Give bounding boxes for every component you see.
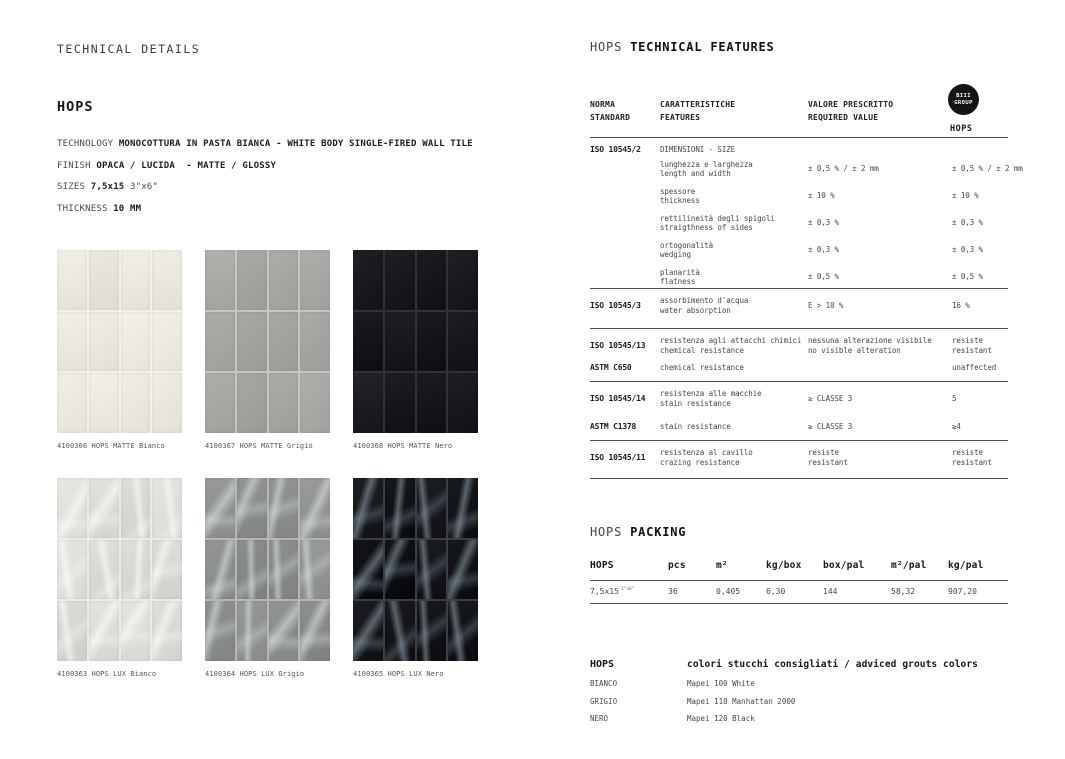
spec-list xyxy=(57,139,497,225)
required-value-cell xyxy=(808,218,952,228)
feature-line: chemical resistance xyxy=(660,345,744,355)
hops-value-cell xyxy=(952,336,1008,355)
feature-cell xyxy=(660,389,808,408)
tile xyxy=(205,250,235,310)
tile xyxy=(385,312,415,372)
value-line: ± 10 % xyxy=(952,191,979,201)
tile xyxy=(385,478,415,538)
tile xyxy=(57,540,87,600)
packing-row xyxy=(590,581,1008,604)
hops-value-cell xyxy=(952,448,1008,467)
grout-title-product: HOPS xyxy=(590,659,615,670)
feature-line: stain resistance xyxy=(660,422,731,431)
tile xyxy=(89,601,119,661)
tile xyxy=(237,250,267,310)
tile xyxy=(353,478,383,538)
tile-image xyxy=(353,478,478,661)
packing-size-cell xyxy=(590,587,668,596)
spec-line xyxy=(57,161,497,183)
tile-caption: 4100364 HOPS LUX Grigio xyxy=(205,670,305,678)
tile xyxy=(89,250,119,310)
feature-row xyxy=(590,187,1008,206)
spec-line xyxy=(57,139,497,161)
required-value-cell xyxy=(808,245,952,255)
tile xyxy=(57,601,87,661)
tile xyxy=(89,373,119,433)
header-valore-required xyxy=(808,98,893,124)
value-line: ± 0,3 % xyxy=(952,245,983,255)
required-line: ≥ CLASSE 3 xyxy=(808,422,853,431)
hops-value-cell xyxy=(952,218,1008,228)
packing-header: kg/pal xyxy=(948,560,984,571)
tile xyxy=(417,373,447,433)
feature-cell xyxy=(660,363,808,373)
tile-image xyxy=(57,250,182,433)
tile xyxy=(89,540,119,600)
header-valore-line2: REQUIRED VALUE xyxy=(808,113,879,122)
standard-cell: ASTM C1378 xyxy=(590,422,637,432)
grout-product: Mapei 110 Manhattan 2000 xyxy=(687,696,796,706)
feature-line: water absorption xyxy=(660,305,731,315)
standard-cell: ISO 10545/13 xyxy=(590,341,646,350)
value-line: resistant xyxy=(952,457,992,467)
tile xyxy=(448,478,478,538)
tile xyxy=(57,478,87,538)
packing-cell: 0,405 xyxy=(716,587,741,596)
tile xyxy=(417,540,447,600)
page-title: TECHNICAL DETAILS xyxy=(57,42,201,56)
feature-line: DIMENSIONI - SIZE xyxy=(660,145,736,154)
tile xyxy=(300,312,330,372)
biii-group-badge-icon xyxy=(948,84,979,115)
value-line: resiste xyxy=(952,448,983,457)
tile xyxy=(448,250,478,310)
gallery-matte xyxy=(57,250,478,450)
feature-row xyxy=(590,363,1008,373)
required-line: no visible alteration xyxy=(808,345,901,355)
header-caratteristiche-features xyxy=(660,98,735,124)
packing-header: m² xyxy=(716,560,728,571)
hops-value-cell xyxy=(952,245,1008,255)
value-line: ≥4 xyxy=(952,422,961,431)
packing-cell: 907,20 xyxy=(948,587,977,596)
tile xyxy=(385,373,415,433)
feature-row xyxy=(590,296,1008,315)
tile-caption: 4100363 HOPS LUX Bianco xyxy=(57,670,157,678)
tile xyxy=(300,540,330,600)
feature-line: crazing resistance xyxy=(660,457,740,467)
feature-cell xyxy=(660,296,808,315)
tile xyxy=(269,601,299,661)
packing-cell: 36 xyxy=(668,587,678,596)
required-line: resiste xyxy=(808,448,839,457)
tile-caption: 4100365 HOPS LUX Nero xyxy=(353,670,444,678)
tile xyxy=(300,478,330,538)
feature-line: ortogonalità xyxy=(660,240,713,250)
required-value-cell xyxy=(808,301,952,311)
packing-size-inches: 3"x6" xyxy=(620,587,635,593)
tile xyxy=(353,250,383,310)
feature-row xyxy=(590,214,1008,233)
tile xyxy=(417,250,447,310)
value-line: ± 0,5 % / ± 2 mm xyxy=(952,164,1023,174)
features-title-prefix: HOPS xyxy=(590,40,631,54)
tile-image xyxy=(205,250,330,433)
grout-product: Mapei 120 Black xyxy=(687,714,755,723)
tile xyxy=(300,601,330,661)
tile-caption: 4100368 HOPS MATTE Nero xyxy=(353,442,453,450)
required-line: ± 0,3 % xyxy=(808,245,839,255)
hops-value-cell xyxy=(952,394,1008,404)
feature-line: stain resistance xyxy=(660,398,731,408)
required-value-cell xyxy=(808,191,952,201)
feature-row xyxy=(590,268,1008,287)
packing-cell: 6,30 xyxy=(766,587,786,596)
tile xyxy=(152,478,182,538)
feature-line: assorbimento d'acqua xyxy=(660,296,749,305)
features-table xyxy=(590,137,1023,479)
required-line: ± 0,5 % / ± 2 mm xyxy=(808,164,879,174)
tile xyxy=(89,478,119,538)
tile-image xyxy=(205,478,330,661)
grout-color-name: BIANCO xyxy=(590,679,618,688)
packing-title-bold: PACKING xyxy=(630,525,687,539)
hops-value-cell xyxy=(952,301,1008,311)
tile xyxy=(353,540,383,600)
features-section xyxy=(590,288,1008,328)
required-line: E > 10 % xyxy=(808,300,844,310)
grout-row xyxy=(590,697,1008,715)
features-table-head xyxy=(590,84,1008,137)
value-line: unaffected xyxy=(952,363,997,372)
value-line: resiste xyxy=(952,336,983,345)
feature-line: wedging xyxy=(660,250,691,259)
tile xyxy=(353,373,383,433)
packing-cell: 144 xyxy=(823,587,838,596)
tile xyxy=(57,250,87,310)
grout-product: Mapei 100 White xyxy=(687,679,755,688)
header-hops-column: HOPS xyxy=(950,124,973,134)
gallery-lux xyxy=(57,478,478,678)
header-norma-standard xyxy=(590,98,630,124)
tile xyxy=(237,540,267,600)
feature-row xyxy=(590,336,1008,355)
spec-value: MONOCOTTURA IN PASTA BIANCA - WHITE BODY SINGLE-FIRED WALL TILE xyxy=(118,139,473,149)
tile xyxy=(237,478,267,538)
technical-features-panel xyxy=(590,40,1023,759)
features-title xyxy=(590,40,775,54)
tile xyxy=(448,312,478,372)
tile xyxy=(89,312,119,372)
features-section xyxy=(590,381,1008,440)
spec-value: 7,5x15 xyxy=(90,182,125,192)
tile xyxy=(385,250,415,310)
value-line: ± 0,5 % xyxy=(952,272,983,282)
tile xyxy=(448,601,478,661)
tile xyxy=(205,373,235,433)
tile xyxy=(353,312,383,372)
spec-extra: 3"x6" xyxy=(124,182,159,192)
spec-value: 10 MM xyxy=(113,203,142,214)
tile xyxy=(205,601,235,661)
packing-header: kg/box xyxy=(766,560,802,571)
feature-cell xyxy=(660,187,808,206)
features-section xyxy=(590,440,1008,478)
feature-line: rettilineità degli spigoli xyxy=(660,213,775,223)
header-caratteristiche-line1: CARATTERISTICHE xyxy=(660,100,736,109)
value-line: resistant xyxy=(952,345,992,355)
spec-line xyxy=(57,204,497,226)
tile-sample xyxy=(353,478,478,678)
tile xyxy=(121,250,151,310)
tile xyxy=(152,373,182,433)
tile xyxy=(121,373,151,433)
feature-line: spessore xyxy=(660,186,696,196)
tile xyxy=(237,601,267,661)
spec-label: THICKNESS xyxy=(57,203,114,214)
header-caratteristiche-line2: FEATURES xyxy=(660,113,701,122)
standard-cell: ISO 10545/3 xyxy=(590,301,641,310)
tile xyxy=(417,478,447,538)
tile-sample xyxy=(353,250,478,450)
badge-line2: GROUP xyxy=(954,99,973,106)
feature-cell xyxy=(660,145,808,155)
feature-row xyxy=(590,241,1008,260)
tile xyxy=(121,601,151,661)
packing-header: pcs xyxy=(668,560,686,571)
tile xyxy=(417,312,447,372)
packing-title xyxy=(590,525,686,539)
tile-sample xyxy=(205,478,330,678)
packing-headers xyxy=(590,560,1008,581)
tile-caption: 4100366 HOPS MATTE Bianco xyxy=(57,442,165,450)
packing-table xyxy=(590,560,1008,604)
hops-value-cell xyxy=(952,164,1023,174)
tile-caption: 4100367 HOPS MATTE Grigio xyxy=(205,442,313,450)
required-value-cell xyxy=(808,394,952,404)
standard-cell: ISO 10545/11 xyxy=(590,453,646,462)
feature-row xyxy=(590,389,1008,408)
tile xyxy=(57,312,87,372)
tile xyxy=(152,601,182,661)
standard-cell: ISO 10545/2 xyxy=(590,145,641,155)
standard-cell: ISO 10545/14 xyxy=(590,394,646,403)
feature-line: resistenza agli attacchi chimici xyxy=(660,336,802,345)
features-title-bold: TECHNICAL FEATURES xyxy=(630,40,775,54)
tile-sample xyxy=(205,250,330,450)
header-norma-line1: NORMA xyxy=(590,100,616,109)
packing-cell: 58,32 xyxy=(891,587,916,596)
grout-color-name: NERO xyxy=(590,714,609,723)
tile xyxy=(57,373,87,433)
value-line: 5 xyxy=(952,393,957,403)
required-value-cell xyxy=(808,448,952,467)
features-section xyxy=(590,328,1008,381)
tile-image xyxy=(57,478,182,661)
feature-row xyxy=(590,448,1008,467)
feature-line: lunghezza e larghezza xyxy=(660,159,753,169)
feature-line: resistenza al cavillo xyxy=(660,448,753,457)
feature-cell xyxy=(660,214,808,233)
features-section xyxy=(590,137,1023,288)
tile xyxy=(300,373,330,433)
required-value-cell xyxy=(808,164,952,174)
feature-cell xyxy=(660,160,808,179)
spec-label: SIZES xyxy=(57,182,91,192)
tile xyxy=(152,540,182,600)
tile xyxy=(269,373,299,433)
hops-value-cell xyxy=(952,191,1008,201)
tile xyxy=(121,478,151,538)
feature-line: chemical resistance xyxy=(660,363,744,372)
tile xyxy=(385,601,415,661)
feature-row xyxy=(590,145,1008,155)
spec-label: TECHNOLOGY xyxy=(57,139,119,149)
tile xyxy=(237,312,267,372)
grout-row xyxy=(590,714,1008,732)
spec-line xyxy=(57,182,497,204)
required-line: ± 10 % xyxy=(808,191,835,201)
tile xyxy=(121,540,151,600)
feature-line: thickness xyxy=(660,196,700,205)
tile xyxy=(269,250,299,310)
tile xyxy=(269,478,299,538)
tile xyxy=(448,540,478,600)
required-line: ± 0,5 % xyxy=(808,272,839,282)
packing-header: m²/pal xyxy=(891,560,927,571)
tile xyxy=(205,312,235,372)
spec-value: OPACA / LUCIDA - MATTE / GLOSSY xyxy=(96,160,277,171)
feature-line: flatness xyxy=(660,277,696,286)
tile-sample xyxy=(57,250,182,450)
badge-line1: BIII xyxy=(956,93,971,99)
tile xyxy=(152,250,182,310)
product-name: HOPS xyxy=(57,99,94,115)
tile xyxy=(205,540,235,600)
tile xyxy=(300,250,330,310)
tile xyxy=(385,540,415,600)
value-line: ± 0,3 % xyxy=(952,218,983,228)
feature-cell xyxy=(660,268,808,287)
tile xyxy=(448,373,478,433)
packing-header: HOPS xyxy=(590,560,614,571)
required-line: ± 0,3 % xyxy=(808,218,839,228)
header-valore-line1: VALORE PRESCRITTO xyxy=(808,100,894,109)
hops-value-cell xyxy=(952,363,1008,373)
grout-colors-section xyxy=(590,659,1008,732)
grout-title-label: colori stucchi consigliati / adviced grouts colors xyxy=(687,659,978,670)
spec-label: FINISH xyxy=(57,160,97,171)
grout-rows xyxy=(590,679,1008,732)
feature-line: straigthness of sides xyxy=(660,223,753,232)
feature-cell xyxy=(660,422,808,432)
grout-title-row xyxy=(590,659,1008,670)
feature-line: resistenza alle macchie xyxy=(660,389,762,398)
grout-row xyxy=(590,679,1008,697)
header-norma-line2: STANDARD xyxy=(590,113,631,122)
tile xyxy=(152,312,182,372)
hops-value-cell xyxy=(952,422,1008,432)
feature-line: planarità xyxy=(660,267,700,277)
tile xyxy=(269,312,299,372)
tile-image xyxy=(353,250,478,433)
required-line: nessuna alterazione visibile xyxy=(808,336,932,345)
tile xyxy=(353,601,383,661)
feature-cell xyxy=(660,336,808,355)
tile-sample xyxy=(57,478,182,678)
required-value-cell xyxy=(808,336,952,355)
standard-cell: ASTM C650 xyxy=(590,363,632,373)
required-value-cell xyxy=(808,272,952,282)
tile xyxy=(269,540,299,600)
packing-size-value: 7,5x15 xyxy=(590,587,619,596)
required-line: resistant xyxy=(808,457,848,467)
tile xyxy=(417,601,447,661)
required-value-cell xyxy=(808,422,952,432)
tile xyxy=(237,373,267,433)
feature-row xyxy=(590,422,1008,432)
feature-line: length and width xyxy=(660,169,731,178)
tile xyxy=(121,312,151,372)
feature-row xyxy=(590,159,1023,179)
packing-title-prefix: HOPS xyxy=(590,525,631,539)
hops-value-cell xyxy=(952,272,1008,282)
grout-color-name: GRIGIO xyxy=(590,696,618,706)
packing-header: box/pal xyxy=(823,560,865,571)
feature-cell xyxy=(660,241,808,260)
value-line: 16 % xyxy=(952,300,970,310)
tile xyxy=(205,478,235,538)
feature-cell xyxy=(660,448,808,467)
required-line: ≥ CLASSE 3 xyxy=(808,393,853,403)
